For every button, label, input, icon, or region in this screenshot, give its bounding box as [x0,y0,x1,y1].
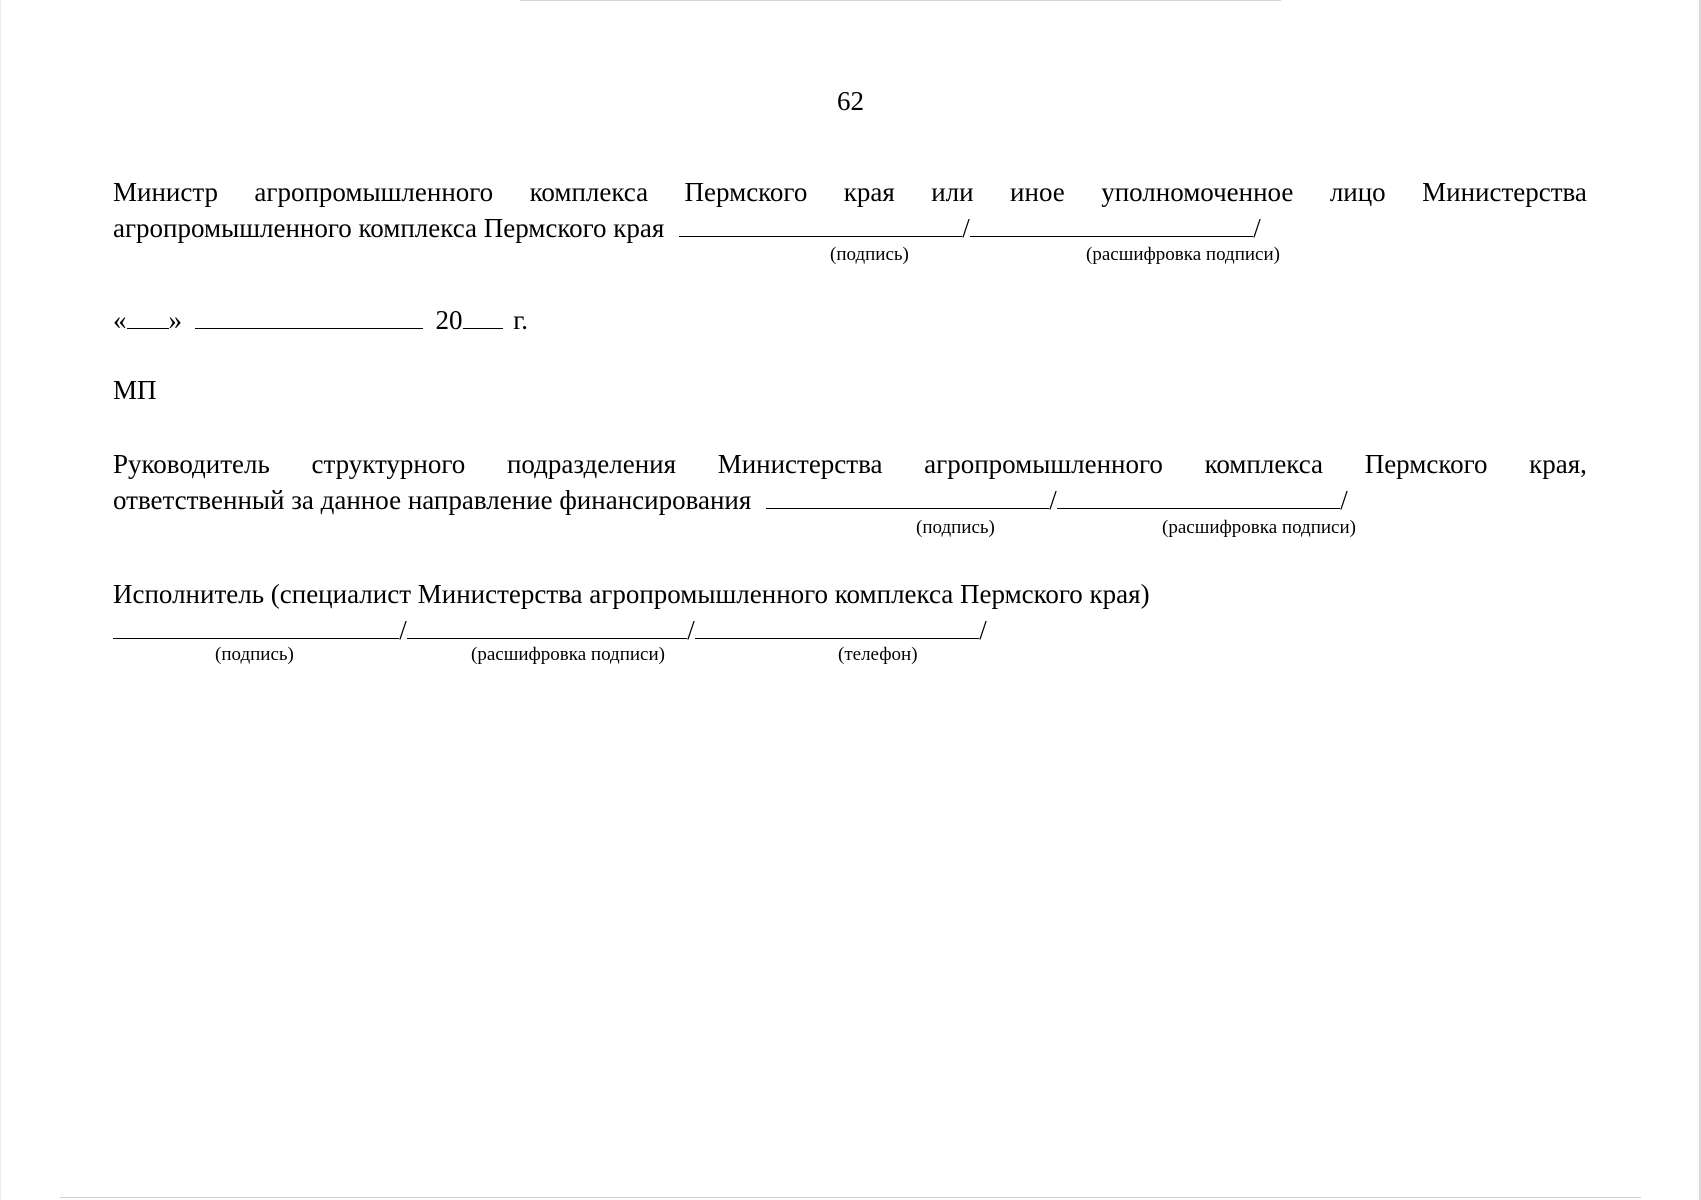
slash: / [1049,485,1057,515]
word: комплекса [1204,449,1324,479]
word: комплекса [529,177,649,207]
minister-block [113,174,1587,246]
executor-signature-row [113,612,987,648]
word: лицо [1329,177,1386,207]
year-prefix: 20 [435,305,463,335]
minister-line-2-text: агропромышленного комплекса Пермского края [113,213,665,243]
caption-signature: (подпись) [215,644,294,665]
head-line-2-text: ответственный за данное направление финансирования [113,485,752,515]
page-edge-top [520,0,1281,1]
month-blank[interactable] [195,304,423,329]
year-suffix: г. [513,305,529,335]
open-quote: « [113,305,127,335]
word: Министр [113,177,218,207]
signature-decode-blank[interactable] [1057,484,1340,509]
word: или [931,177,974,207]
caption-phone: (телефон) [838,644,918,665]
caption-signature: (подпись) [916,517,995,538]
head-line-1 [113,446,1587,482]
page-edge-left [0,0,1,1200]
slash: / [962,213,970,243]
minister-line-1 [113,174,1587,210]
word: агропромышленного [254,177,494,207]
word: подразделения [506,449,677,479]
executor-title: Исполнитель (специалист Министерства агропромышленного комплекса Пермского края) [113,579,1150,609]
word: уполномоченное [1101,177,1294,207]
page-edge-bottom [60,1197,1641,1198]
word: Министерства [717,449,883,479]
caption-signature: (подпись) [830,244,909,265]
word: Пермского [1364,449,1488,479]
word: края [843,177,895,207]
page-number: 62 [837,86,864,116]
stamp-mark: МП [113,375,157,405]
caption-signature-decode: (расшифровка подписи) [1086,244,1280,265]
word: агропромышленного [924,449,1163,479]
signature-decode-blank[interactable] [970,212,1253,237]
head-block [113,446,1587,518]
slash: / [1253,213,1261,243]
signature-blank[interactable] [113,614,399,639]
close-quote: » [168,305,182,335]
minister-line-2 [113,210,1587,246]
slash: / [399,615,407,645]
word: края, [1529,449,1587,479]
caption-signature-decode: (расшифровка подписи) [1162,517,1356,538]
day-blank[interactable] [127,304,169,329]
slash: / [1340,485,1348,515]
caption-signature-decode: (расшифровка подписи) [471,644,665,665]
word: Пермского [684,177,808,207]
slash: / [687,615,695,645]
signature-decode-blank[interactable] [407,614,687,639]
word: структурного [311,449,466,479]
phone-blank[interactable] [695,614,979,639]
year-blank[interactable] [463,304,503,329]
head-line-2 [113,482,1587,518]
date-line [113,302,528,338]
word: Руководитель [113,449,270,479]
signature-blank[interactable] [766,484,1049,509]
signature-blank[interactable] [679,212,962,237]
word: Министерства [1422,177,1587,207]
slash: / [979,615,987,645]
word: иное [1010,177,1065,207]
